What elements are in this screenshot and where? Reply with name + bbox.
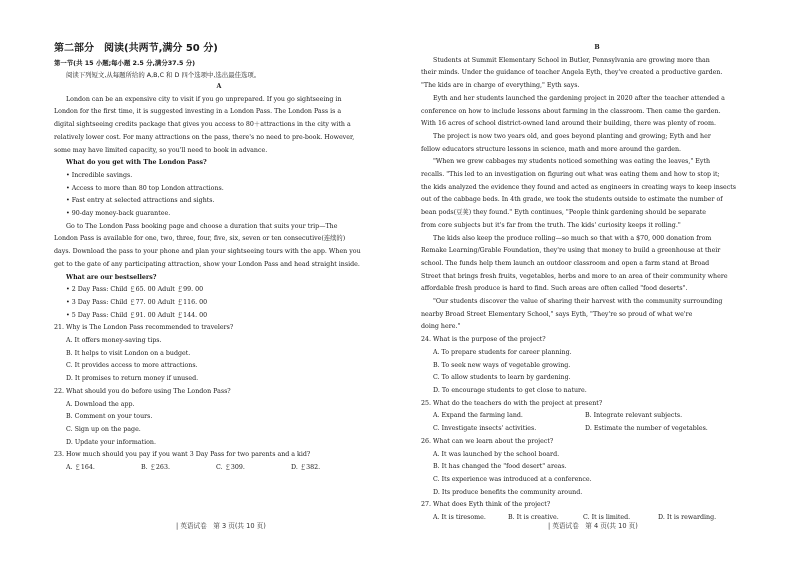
passage-line: doing here." [421,323,461,331]
passage-line: recalls. "This led to an investigation on figuring out what was eating them and how to stop it; [421,171,720,179]
passage-line: fellow educators structure lessons in science, math and more around the garden. [421,145,682,153]
passage-line: digital sightseeing credits package that gives you access to 80＋attractions in the city with a [54,121,351,129]
bullet-item: • Fast entry at selected attractions and sights. [66,197,215,205]
option: C. Its experience was introduced at a conference. [433,475,592,483]
option: C. To allow students to learn by gardening. [433,374,571,382]
question-22: 22. What should you do before using The London Pass? [54,387,231,395]
passage-line: Go to The London Pass booking page and choose a duration that suits your trip—The [66,222,338,230]
right-page [421,42,773,525]
passage-line: affordable fresh produce is hard to find. Such areas are often called "food deserts". [421,285,688,293]
passage-line: "The kids are in charge of everything," Eyth says. [421,82,580,90]
option: C. It provides access to more attractions. [66,362,198,370]
passage-label-b: B [594,44,600,51]
option: B. Integrate relevant subjects. [585,412,683,420]
bullet-item: • 90-day money-back guarantee. [66,210,171,218]
section-title: 第二部分 阅读(共两节,满分 50 分) [54,43,218,54]
options-row [421,410,773,423]
option: D. It promises to return money if unused. [66,375,199,383]
options-row [54,462,384,475]
passage-line: the kids analyzed the evidence they found and acted as engineers in creating ways to keep insects [421,183,737,191]
question-26: 26. What can we learn about the project? [421,437,554,445]
option: D. ￡382. [291,464,321,472]
option: C. Investigate insects' activities. [433,425,537,433]
option: B. It is creative. [508,514,559,522]
passage-line: some may have limited capacity, so you'll need to book in advance. [54,146,268,154]
passage-line: out of the cabbage beds. In 4th grade, we took the students outside to estimate the number of [421,196,723,204]
page-footer-4: | 英语试卷 第 4 页(共 10 页) [548,522,638,530]
passage-line: "When we grew cabbages my students noticed something was eating the leaves," Eyth [433,158,711,166]
passage-line: Eyth and her students launched the gardening project in 2020 after the teacher attended a [433,94,725,102]
option: A. It was launched by the school board. [433,450,560,458]
passage-line: relatively lower cost. For many attractions on the pass, there's no need to pre-book. However, [54,133,355,141]
option: D. Update your information. [66,438,156,446]
option: B. Comment on your tours. [66,413,153,421]
passage-line: The kids also keep the produce rolling—so much so that with a $70, 000 donation from [433,234,712,242]
option: B. It helps to visit London on a budget. [66,349,191,357]
option: B. It has changed the "food desert" areas. [433,463,567,471]
page-footer-3: | 英语试卷 第 3 页(共 10 页) [176,522,266,530]
option: D. It is rewarding. [658,514,717,522]
option: A. ￡164. [66,464,95,472]
passage-line: London can be an expensive city to visit if you go unprepared. If you go sightseeing in [66,95,342,103]
passage-line: get to the gate of any participating attraction, show your London Pass and head straight inside. [54,260,360,268]
option: B. ￡263. [141,464,170,472]
passage-line: London for the first time, it is suggested investing in a London Pass. The London Pass is a [54,108,342,116]
heading-what-you-get: What do you get with The London Pass? [66,159,207,167]
passage-line: nearby Broad Street Elementary School," says Eyth, "They're so proud of what we're [421,310,693,318]
passage-label-a: A [216,83,222,90]
passage-line: days. Download the pass to your phone and plan your sightseeing tours with the app. When you [54,248,361,256]
question-23: 23. How much should you pay if you want 3 Day Pass for two parents and a kid? [54,451,311,459]
instructions: 阅读下列短文,从每题所给的 A,B,C 和 D 四个选项中,选出最佳选项。 [66,71,261,79]
option: C. It is limited. [583,514,631,522]
price-item: • 5 Day Pass: Child ￡91. 00 Adult ￡144. 00 [66,311,208,319]
heading-bestsellers: What are our bestsellers? [66,273,157,281]
section-subtitle: 第一节(共 15 小题;每小题 2.5 分,满分37.5 分) [54,59,196,67]
option: D. To encourage students to get close to nature. [433,386,587,394]
passage-line: bean pods(豆荚) they found." Eyth continues, "People think gardening should be separate [421,209,706,217]
option: A. Expand the farming land. [433,412,523,420]
option: C. ￡309. [216,464,245,472]
question-21: 21. Why is The London Pass recommended to travelers? [54,324,234,332]
question-25: 25. What do the teachers do with the project at present? [421,399,603,407]
passage-line: Street that brings fresh fruits, vegetables, herbs and more to an area of their community where [421,272,728,280]
passage-line: With 16 acres of school district-owned land around their building, there was plenty of room. [421,120,716,128]
bullet-item: • Access to more than 80 top London attractions. [66,184,224,192]
passage-line: Remake Learning/Grable Foundation, they're using that money to build a greenhouse at their [421,247,721,255]
price-item: • 3 Day Pass: Child ￡77. 00 Adult ￡116. 00 [66,298,208,306]
passage-line: Students at Summit Elementary School in Butler, Pennsylvania are growing more than [433,56,710,64]
option: A. It offers money-saving tips. [66,337,162,345]
option: A. To prepare students for career planning. [433,348,572,356]
price-item: • 2 Day Pass: Child ￡65. 00 Adult ￡99. 00 [66,286,204,294]
passage-line: The project is now two years old, and goes beyond planting and growing; Eyth and her [433,132,711,140]
option: D. Its produce benefits the community around. [433,488,583,496]
passage-line: London Pass is available for one, two, three, four, five, six, seven or ten consecutive(连续的) [54,235,346,243]
option: A. It is tiresome. [433,514,486,522]
passage-line: their minds. Under the guidance of teacher Angela Eyth, they've created a productive garden. [421,69,723,77]
bullet-item: • Incredible savings. [66,171,133,179]
question-24: 24. What is the purpose of the project? [421,336,546,344]
option: B. To seek new ways of vegetable growing. [433,361,571,369]
option: C. Sign up on the page. [66,425,141,433]
passage-line: from core subjects but it's far from the truth. The kids' curiosity keeps it rolling." [421,221,681,229]
options-row [421,423,773,436]
option: A. Download the app. [66,400,135,408]
passage-line: conference on how to include lessons about farming in the classroom. Then came the garden. [421,107,721,115]
option: D. Estimate the number of vegetables. [585,425,708,433]
passage-line: school. The funds help them launch an outdoor classroom and open a farm stand at Broad [421,259,710,267]
left-page [54,42,384,475]
passage-line: "Our students discover the value of sharing their harvest with the community surrounding [433,298,723,306]
question-27: 27. What does Eyth think of the project? [421,501,551,509]
